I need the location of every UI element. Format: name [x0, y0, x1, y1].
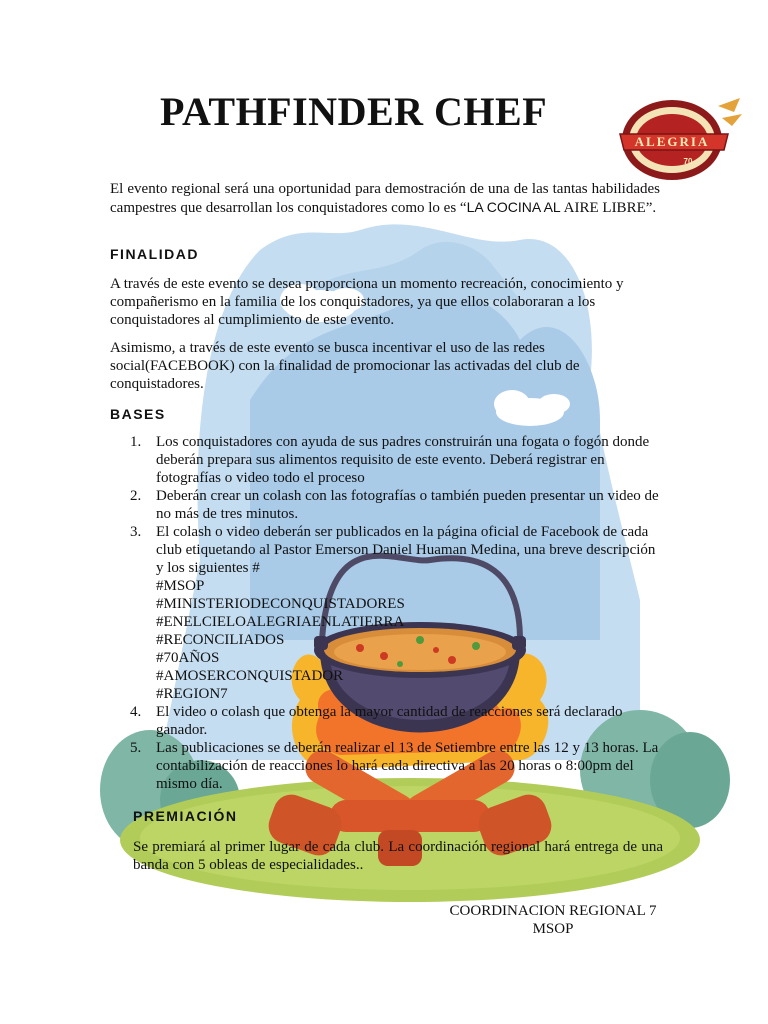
hashtag: #ENELCIELOALEGRIAENLATIERRA: [156, 614, 405, 630]
list-item: 5. Las publicaciones se deberán realizar el 13 de Setiembre entre las 12 y 13 horas. La contabilización de reacciones lo hará cada directiva a las 20 horas o 8:00pm del mismo día.: [130, 740, 659, 792]
svg-text:ALEGRIA: ALEGRIA: [634, 134, 710, 149]
page-title: PATHFINDER CHEF: [160, 89, 548, 134]
footer-line-1: COORDINACION REGIONAL 7: [449, 903, 657, 919]
hashtag: #RECONCILIADOS: [156, 632, 285, 648]
list-item: 4. El video o colash que obtenga la mayor cantidad de reacciones será declarado ganador.: [130, 704, 623, 738]
hashtag: #MINISTERIODECONQUISTADORES: [156, 596, 405, 612]
hashtag: #MSOP: [156, 578, 205, 594]
footer-line-2: MSOP: [532, 921, 574, 937]
section-heading-finalidad: FINALIDAD: [110, 246, 199, 262]
section-heading-bases: BASES: [110, 406, 166, 422]
bases-list: [110, 433, 665, 793]
hashtag: #REGION7: [156, 686, 228, 702]
hashtag: #AMOSERCONQUISTADOR: [156, 668, 344, 684]
premiacion-paragraph: Se premiará al primer lugar de cada club. La coordinación regional hará entrega de una banda con 5 obleas de especialidades..: [133, 839, 663, 873]
list-item: 2. Deberán crear un colash con las fotografías o también pueden presentar un video de no más de tres minutos.: [130, 488, 659, 522]
finalidad-paragraph-1: A través de este evento se desea proporciona un momento recreación, conocimiento y compañerismo en la familia de los conquistadores, ya que ellos colaboraran a los conquistadores al cumplimiento de este evento.: [110, 276, 624, 328]
signature-block: [440, 902, 666, 938]
intro-paragraph: El evento regional será una oportunidad para demostración de una de las tantas habilidades campestres que desarrollan los conquistadores como lo es “LA COCINA AL AIRE LIBRE”.: [110, 181, 660, 216]
finalidad-paragraph-2: Asimismo, a través de este evento se busca incentivar el uso de las redes social(FACEBOOK) con la finalidad de promocionar las activadas del club de conquistadores.: [110, 340, 580, 392]
svg-text:70: 70: [683, 157, 693, 166]
list-item: 1. Los conquistadores con ayuda de sus padres construirán una fogata o fogón donde deberán prepara sus alimentos requisito de este evento. Deberá registrar en fotografías o video todo el proceso: [130, 434, 650, 486]
section-heading-premiacion: PREMIACIÓN: [133, 808, 238, 824]
list-item: 3. El colash o video deberán ser publicados en la página oficial de Facebook de cada club etiquetando al Pastor Emerson Daniel Huaman Medina, una breve descripción y los siguientes # #MSOP #MINISTERIODECONQUISTADORES #ENELCIELOALEGRIAENLATIERRA #RECONCILIADOS #70AÑOS #AMOSERCONQUISTADOR #REGION7: [110, 523, 665, 703]
hashtag: #70AÑOS: [156, 650, 220, 666]
